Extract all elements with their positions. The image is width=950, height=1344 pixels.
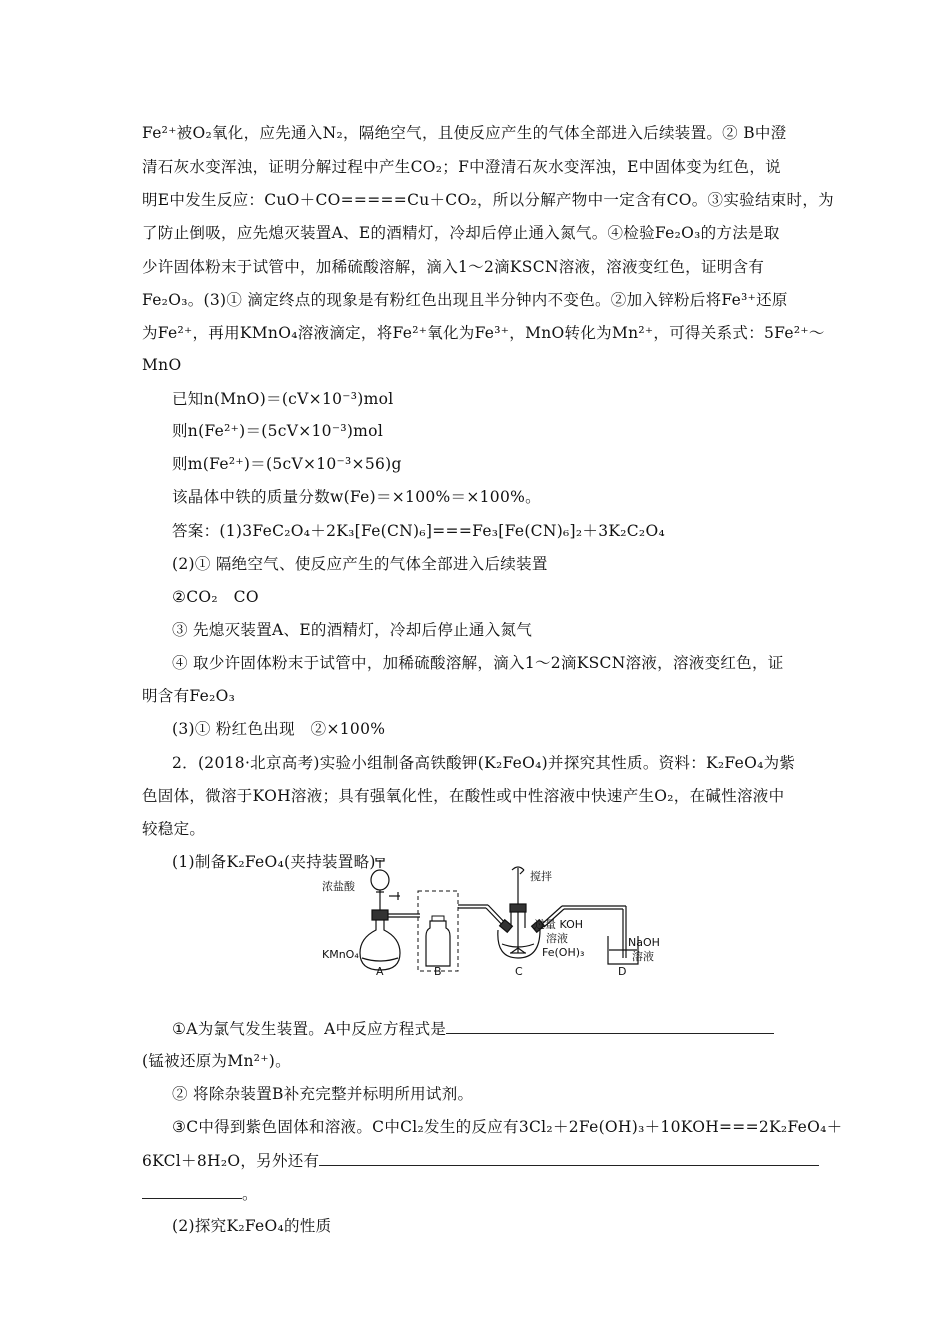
equation-line: 则n(Fe²⁺)＝(5cV×10⁻³)mol [172, 422, 384, 440]
question-line: (2)探究K₂FeO₄的性质 [172, 1217, 332, 1235]
answer-blank[interactable] [142, 1183, 242, 1199]
equation-line: 已知n(MnO)＝(cV×10⁻³)mol [172, 390, 394, 408]
question-text: 6KCl＋8H₂O，另外还有 [142, 1152, 320, 1170]
label-b: B [434, 965, 442, 978]
apparatus-svg [320, 858, 670, 978]
label-excess-koh: 过量 KOH [534, 918, 584, 931]
text-line: Fe²⁺被O₂氧化，应先通入N₂，隔绝空气，且使反应产生的气体全部进入后续装置。② B中澄 [142, 124, 787, 142]
label-c: C [515, 965, 523, 978]
answer-line: ②CO₂ CO [172, 588, 259, 606]
bottle-b [418, 891, 458, 971]
answer-line: 答案：(1)3FeC₂O₄＋2K₃[Fe(CN)₆]===Fe₃[Fe(CN)₆]₂＋3K₂C₂O₄ [172, 522, 665, 540]
answer-line: (2)① 隔绝空气、使反应产生的气体全部进入后续装置 [172, 555, 548, 573]
flask-a [360, 858, 420, 970]
label-solution: 溶液 [546, 932, 568, 945]
answer-line: (3)① 粉红色出现 ②×100% [172, 720, 386, 738]
question-line [142, 1183, 812, 1204]
question-line [142, 1150, 812, 1171]
label-a: A [376, 965, 384, 978]
answer-line: ③ 先熄灭装置A、E的酒精灯，冷却后停止通入氮气 [172, 621, 533, 639]
label-d: D [618, 965, 627, 978]
question-text: ①A为氯气发生装置。A中反应方程式是 [172, 1020, 447, 1038]
label-naoh: NaOH [628, 936, 660, 949]
text-line: Fe₂O₃。(3)① 滴定终点的现象是有粉红色出现且半分钟内不变色。②加入锌粉后将Fe³⁺还原 [142, 291, 788, 309]
text-line: 少许固体粉末于试管中，加稀硫酸溶解，滴入1～2滴KSCN溶液，溶液变红色，证明含有 [142, 258, 765, 276]
question-text: 。 [242, 1185, 258, 1203]
question-line: ③C中得到紫色固体和溶液。C中Cl₂发生的反应有3Cl₂＋2Fe(OH)₃＋10KOH===2K₂FeO₄＋ [172, 1118, 843, 1136]
text-line: 清石灰水变浑浊，证明分解过程中产生CO₂；F中澄清石灰水变浑浊，E中固体变为红色，说 [142, 158, 781, 176]
equation-line: 则m(Fe²⁺)＝(5cV×10⁻³×56)g [172, 455, 402, 473]
answer-blank[interactable] [446, 1018, 774, 1034]
text-line: MnO [142, 356, 182, 374]
label-conc-hcl: 浓盐酸 [322, 880, 355, 893]
label-feoh3: Fe(OH)₃ [542, 946, 585, 959]
label-kmno4: KMnO₄ [322, 948, 359, 961]
answer-line: 明含有Fe₂O₃ [142, 687, 236, 705]
text-line: 了防止倒吸，应先熄灭装置A、E的酒精灯，冷却后停止通入氮气。④检验Fe₂O₃的方法是取 [142, 224, 780, 242]
text-line: 明E中发生反应：CuO＋CO=====Cu＋CO₂，所以分解产物中一定含有CO。③实验结束时，为 [142, 191, 834, 209]
answer-blank[interactable] [319, 1150, 819, 1166]
question-line: ② 将除杂装置B补充完整并标明所用试剂。 [172, 1085, 474, 1103]
label-stir: 搅拌 [530, 870, 552, 883]
equation-line: 该晶体中铁的质量分数w(Fe)＝×100%＝×100%。 [172, 488, 541, 506]
question-line: 2．(2018·北京高考)实验小组制备高铁酸钾(K₂FeO₄)并探究其性质。资料：K₂FeO₄为紫 [172, 754, 796, 772]
question-line: (1)制备K₂FeO₄(夹持装置略) [172, 853, 376, 871]
question-line: 色固体，微溶于KOH溶液；具有强氧化性，在酸性或中性溶液中快速产生O₂，在碱性溶液中 [142, 787, 785, 805]
answer-line: ④ 取少许固体粉末于试管中，加稀硫酸溶解，滴入1～2滴KSCN溶液，溶液变红色，证 [172, 654, 784, 672]
text-line: 为Fe²⁺，再用KMnO₄溶液滴定，将Fe²⁺氧化为Fe³⁺，MnO转化为Mn²⁺，可得关系式：5Fe²⁺～ [142, 324, 825, 342]
question-line: 较稳定。 [142, 820, 206, 838]
question-line: (锰被还原为Mn²⁺)。 [142, 1052, 291, 1070]
label-naoh-solution: 溶液 [632, 950, 654, 963]
question-line [172, 1018, 812, 1039]
apparatus-diagram [320, 858, 670, 978]
